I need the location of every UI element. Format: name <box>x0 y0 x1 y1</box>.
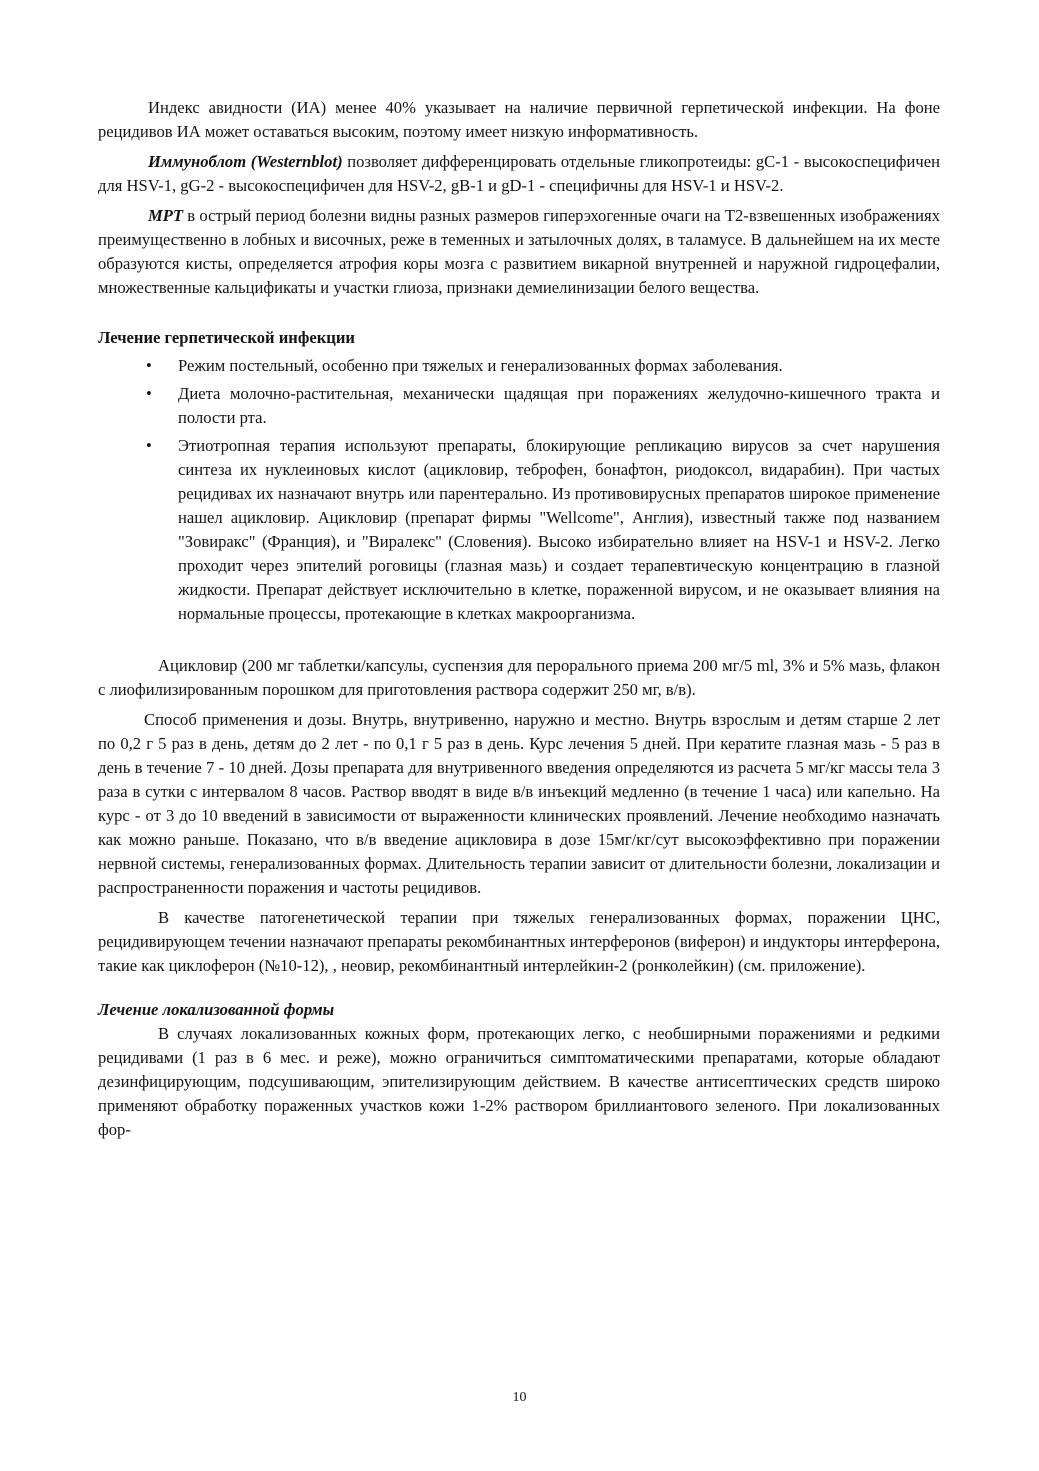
treatment-heading: Лечение герпетической инфекции <box>98 328 355 347</box>
list-item-text: Диета молочно-растительная, механически щадящая при поражениях желудочно-кишечного тракта и полости рта. <box>178 384 940 427</box>
document-page <box>98 96 940 1142</box>
page-number: 10 <box>512 1390 527 1405</box>
avidity-paragraph: Индекс авидности (ИА) менее 40% указывает на наличие первичной герпетической инфекции. На фоне рецидивов ИА может оставаться высоким, поэтому имеет низкую информативность. <box>98 98 940 141</box>
localized-paragraph: В случаях локализованных кожных форм, протекающих легко, с необширными поражениями и редкими рецидивами (1 раз в 6 мес. и реже), можно ограничиться симптоматическими препаратами, которые обладают дезинфицирующим, подсушивающим, эпителизирующим действием. В качестве антисептических средств широко применяют обработку пораженных участков кожи 1-2% раствором бриллиантового зеленого. При локализованных фор- <box>98 1024 940 1139</box>
dosage-paragraph: Способ применения и дозы. Внутрь, внутривенно, наружно и местно. Внутрь взрослым и детям старше 2 лет по 0,2 г 5 раз в день, детям до 2 лет - по 0,1 г 5 раз в день. Курс лечения 5 дней. При кератите глазная мазь - 5 раз в день в течение 7 - 10 дней. Дозы препарата для внутривенного введения определяются из расчета 5 мг/кг массы тела 3 раза в сутки с интервалом 8 часов. Раствор вводят в виде в/в инъекций медленно (в течение 1 часа) или капельно. На курс - от 3 до 10 введений в зависимости от выраженности клинических проявлений. Лечение необходимо назначать как можно раньше. Показано, что в/в введение ацикловира в дозе 15мг/кг/сут высокоэффективно при поражении нервной системы, генерализованных формах. Длительность терапии зависит от длительности болезни, локализации и распространенности поражения и частоты рецидивов. <box>98 710 940 897</box>
list-item <box>98 434 940 626</box>
mri-paragraph <box>98 204 940 300</box>
localized-heading: Лечение локализованной формы <box>98 1000 335 1019</box>
list-item-text: Этиотропная терапия используют препараты, блокирующие репликацию вирусов за счет нарушения синтеза их нуклеиновых кислот (ацикловир, теброфен, бонафтон, риодоксол, видарабин). При частых рецидивах их назначают внутрь или парентерально. Из противовирусных препаратов широкое применение нашел ацикловир. Ацикловир (препарат фирмы "Wellcome", Англия), известный также под названием "Зовиракс" (Франция), и "Виралекс" (Словения). Высоко избирательно влияет на HSV-1 и HSV-2. Легко проходит через эпителий роговицы (глазная мазь) и создает терапевтическую концентрацию в глазной жидкости. Препарат действует исключительно в клетке, пораженной вирусом, и не оказывает влияния на нормальные процессы, протекающие в клетках макроорганизма. <box>178 436 940 623</box>
immunoblot-text: позволяет дифференцировать отдельные гликопротеиды: gC-1 - высокоспецифичен для HSV-1, gG-2 - высокоспецифичен для HSV-2, gB-1 и gD-1 - специфичны для HSV-1 и HSV-2. <box>98 152 940 195</box>
bullet-icon: • <box>146 384 152 403</box>
treatment-list <box>98 354 940 626</box>
list-item <box>98 382 940 430</box>
bullet-icon: • <box>146 436 152 455</box>
mri-text: в острый период болезни видны разных размеров гиперэхогенные очаги на Т2-взвешенных изображениях преимущественно в лобных и височных, реже в теменных и затылочных долях, в таламусе. В дальнейшем на их месте образуются кисты, определяется атрофия коры мозга с развитием викарной внутренней и наружной гидроцефалии, множественные кальцификаты и участки глиоза, признаки демиелинизации белого вещества. <box>98 206 940 297</box>
list-item-text: Режим постельный, особенно при тяжелых и генерализованных формах заболевания. <box>178 356 783 375</box>
mri-term: МРТ <box>148 206 184 225</box>
bullet-icon: • <box>146 356 152 375</box>
acyclovir-forms-paragraph: Ацикловир (200 мг таблетки/капсулы, суспензия для перорального приема 200 мг/5 ml, 3% и 5% мазь, флакон с лиофилизированным порошком для приготовления раствора содержит 250 мг, в/в). <box>98 656 940 699</box>
immunoblot-term: Иммуноблот (Westernblot) <box>148 152 343 171</box>
pathogenetic-paragraph: В качестве патогенетической терапии при тяжелых генерализованных формах, поражении ЦНС, рецидивирующем течении назначают препараты рекомбинантных интерферонов (виферон) и индукторы интерферона, такие как циклоферон (№10-12), , неовир, рекомбинантный интерлейкин-2 (ронколейкин) (см. приложение). <box>98 908 940 975</box>
list-item <box>98 354 940 378</box>
immunoblot-paragraph <box>98 150 940 198</box>
